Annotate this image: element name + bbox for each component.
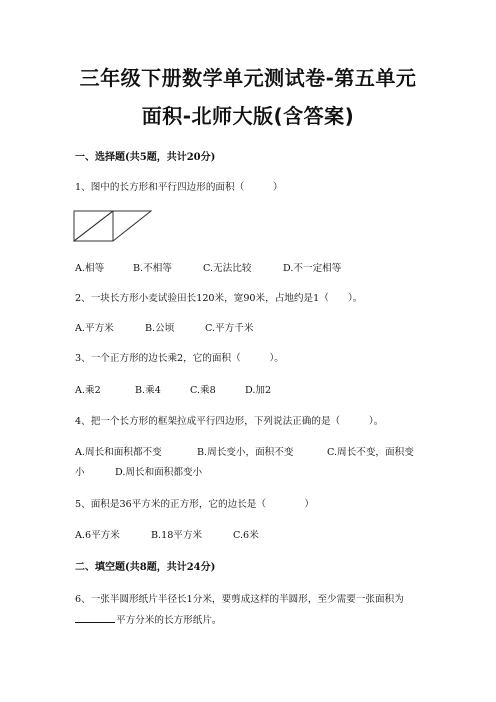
rectangle-parallelogram-figure: [73, 209, 153, 243]
question-2-options: [75, 322, 253, 335]
q2-option-b[interactable]: B.公顷: [145, 323, 175, 334]
question-4-stem: 4、把一个长方形的框架拉成平行四边形，下列说法正确的是（ ）。: [75, 416, 384, 427]
question-5-options: [75, 529, 259, 542]
q4-option-d[interactable]: D.周长和面积都变小: [115, 467, 203, 478]
question-6-line-1: 6、一张半圆形纸片半径长1分米，要剪成这样的半圆形，至少需要一张面积为: [75, 594, 404, 605]
document-title-line-1: 三年级下册数学单元测试卷-第五单元: [79, 66, 417, 90]
q4-option-a[interactable]: A.周长和面积都不变: [75, 447, 162, 458]
q1-option-a[interactable]: A.相等: [75, 263, 105, 274]
q5-option-a[interactable]: A.6平方米: [75, 530, 120, 541]
question-6-line-2-text: 平方分米的长方形纸片。: [116, 615, 222, 626]
q3-option-a[interactable]: A.乘2: [75, 385, 101, 396]
q4-option-c-continued: 小: [75, 467, 85, 478]
question-2-stem: 2、一块长方形小麦试验田长120米，宽90米，占地约是1（ ）。: [75, 293, 363, 304]
question-1-options: [75, 262, 341, 275]
q5-option-b[interactable]: B.18平方米: [151, 530, 203, 541]
q5-option-c[interactable]: C.6米: [233, 530, 259, 541]
q1-option-d[interactable]: D.不一定相等: [283, 263, 342, 274]
q2-option-c[interactable]: C.平方千米: [205, 323, 254, 334]
question-3-stem: 3、一个正方形的边长乘2，它的面积（ ）。: [75, 353, 284, 364]
question-4-options-line-2: [75, 466, 202, 479]
parallelogram-left-edge: [74, 211, 113, 241]
question-3-options: [75, 384, 271, 397]
question-6-line-2: [75, 612, 222, 627]
q3-option-d[interactable]: D.加2: [245, 385, 272, 396]
q3-option-c[interactable]: C.乘8: [190, 385, 216, 396]
document-title-line-2: 面积-北师大版(含答案): [141, 104, 355, 128]
question-4-options-line-1: [75, 446, 414, 459]
question-1-stem: 1、图中的长方形和平行四边形的面积（ ）: [75, 182, 283, 193]
q2-option-a[interactable]: A.平方米: [75, 323, 114, 334]
section-heading-fill-in: 二、填空题(共8题，共计24分): [75, 562, 216, 573]
q1-option-c[interactable]: C.无法比较: [203, 263, 252, 274]
q4-option-c[interactable]: C.周长不变，面积变: [327, 447, 414, 458]
question-5-stem: 5、面积是36平方米的正方形，它的边长是（ ）: [75, 499, 314, 510]
q3-option-b[interactable]: B.乘4: [135, 385, 161, 396]
section-heading-choice: 一、选择题(共5题，共计20分): [75, 152, 216, 163]
q1-option-b[interactable]: B.不相等: [133, 263, 172, 274]
q4-option-b[interactable]: B.周长变小，面积不变: [197, 447, 294, 458]
answer-blank[interactable]: [75, 612, 115, 623]
